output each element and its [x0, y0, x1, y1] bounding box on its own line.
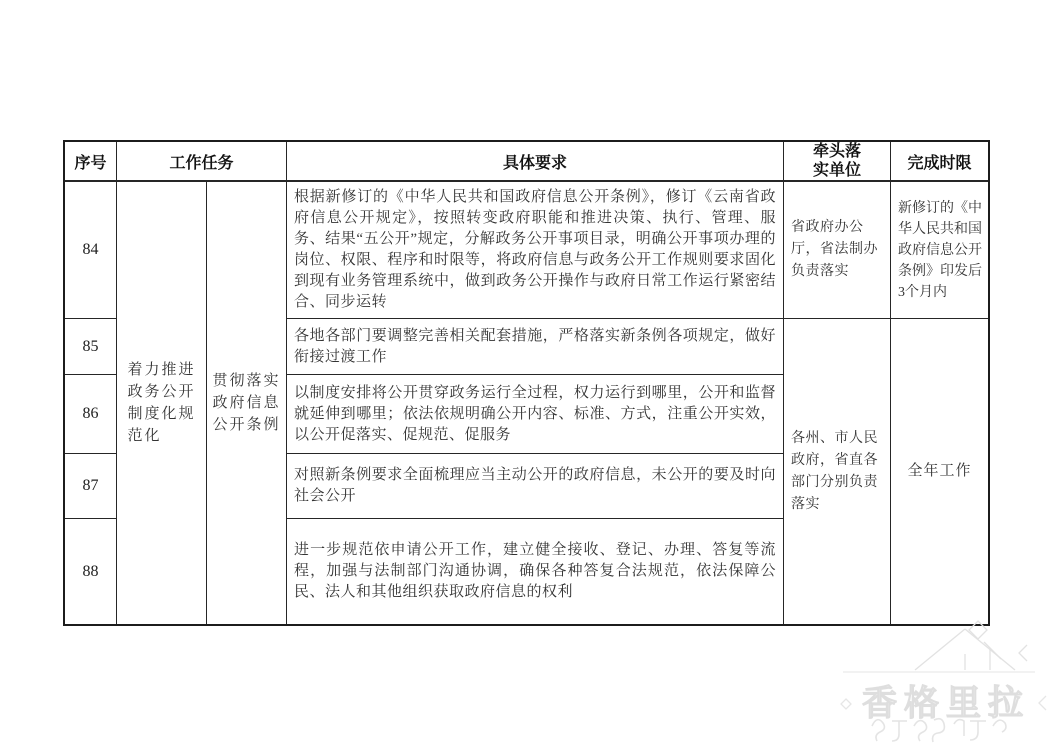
lead-unit-cell-84	[784, 182, 891, 319]
requirement-cell-86	[287, 375, 784, 454]
watermark	[838, 614, 1052, 744]
header-work-task-label: 工作任务	[169, 154, 234, 172]
header-work-task	[117, 142, 287, 182]
task-item-cell	[207, 182, 287, 624]
deadline-cell-84	[891, 182, 988, 319]
header-deadline-label: 完成时限	[907, 154, 972, 172]
row-number: 88	[82, 562, 99, 580]
row-number: 85	[82, 337, 99, 355]
requirement-cell-87	[287, 454, 784, 519]
table-row-number-86	[65, 375, 117, 454]
header-serial-number	[65, 142, 117, 182]
requirement-text: 以制度安排将公开贯穿政务运行全过程，权力运行到哪里，公开和监督就延伸到哪里；依法依规明确公开内容、标准、方式，注重公开实效，以公开促落实、促规范、促服务	[294, 384, 776, 443]
lead-unit-text: 省政府办公厅，省法制办负责落实	[791, 220, 878, 279]
header-serial-number-label: 序号	[74, 154, 107, 172]
requirement-cell-88	[287, 519, 784, 624]
watermark-brand-text: 香格里拉	[862, 684, 1031, 723]
header-specific-requirements	[287, 142, 784, 182]
header-lead-unit-label: 牵头落实单位	[812, 143, 861, 179]
mountain-logo-icon	[838, 614, 1052, 744]
deadline-text: 全年工作	[907, 463, 972, 479]
table-row-number-84	[65, 182, 117, 319]
lead-unit-cell-merged	[784, 319, 891, 624]
requirement-text: 根据新修订的《中华人民共和国政府信息公开条例》，修订《云南省政府信息公开规定》，按照转变政府职能和推进决策、执行、管理、服务、结果“五公开”规定，分解政务公开事项目录，明确公开事项办理的岗位、权限、程序和时限等，将政府信息与政务公开工作规则要求固化到现有业务管理系统中，做到政务公开操作与政府日常工作运行紧密结合、同步运转	[294, 189, 776, 310]
table-row-number-87	[65, 454, 117, 519]
task-item-text: 贯彻落实政府信息公开条例	[212, 373, 281, 433]
requirement-text: 进一步规范依申请公开工作，建立健全接收、登记、办理、答复等流程，加强与法制部门沟通协调，确保各种答复合法规范，依法保障公民、法人和其他组织获取政府信息的权利	[294, 542, 776, 600]
lead-unit-text: 各州、市人民政府，省直各部门分别负责落实	[791, 430, 878, 512]
work-task-table	[63, 140, 990, 626]
table-row-number-85	[65, 319, 117, 375]
header-deadline	[891, 142, 988, 182]
deadline-cell-merged	[891, 319, 988, 624]
table-row-number-88	[65, 519, 117, 624]
requirement-cell-85	[287, 319, 784, 375]
header-lead-unit	[784, 142, 891, 182]
header-specific-requirements-label: 具体要求	[502, 154, 567, 172]
row-number: 86	[82, 405, 99, 422]
requirement-cell-84	[287, 182, 784, 319]
deadline-text: 新修订的《中华人民共和国政府信息公开条例》印发后3个月内	[898, 200, 982, 300]
row-number: 84	[82, 241, 99, 258]
row-number: 87	[82, 477, 99, 494]
task-group-cell	[117, 182, 207, 624]
requirement-text: 对照新条例要求全面梳理应当主动公开的政府信息，未公开的要及时向社会公开	[294, 467, 776, 504]
requirement-text: 各地各部门要调整完善相关配套措施，严格落实新条例各项规定，做好衔接过渡工作	[294, 327, 776, 365]
task-group-text: 着力推进政务公开制度化规范化	[127, 362, 196, 444]
